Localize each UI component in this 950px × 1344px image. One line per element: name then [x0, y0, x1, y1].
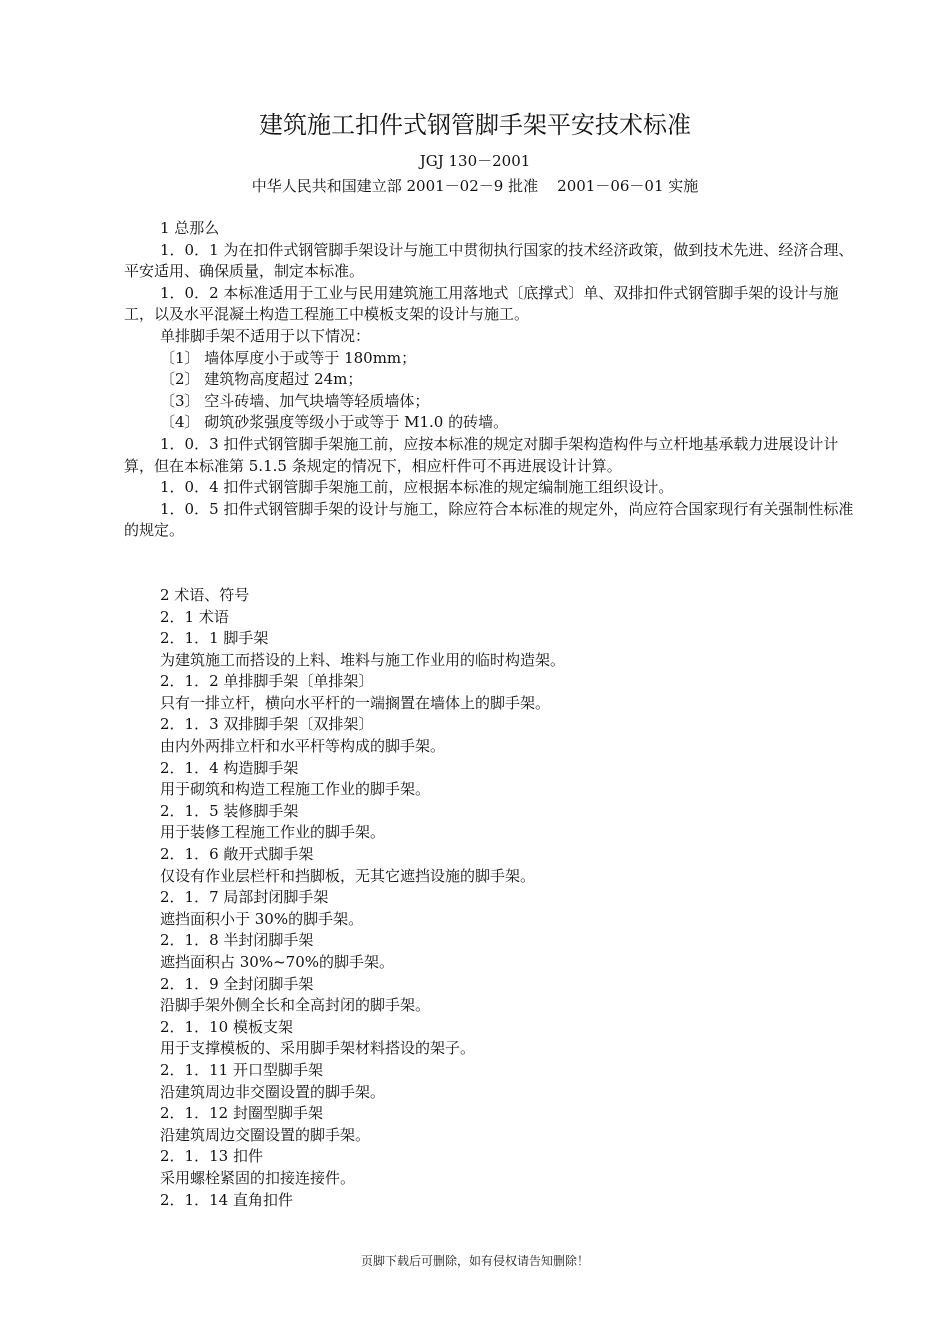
term-definition: 用于装修工程施工作业的脚手架。	[160, 823, 386, 842]
term-definition: 沿脚手架外侧全长和全高封闭的脚手架。	[160, 996, 431, 1015]
term-definition: 只有一排立杆，横向水平杆的一端搁置在墙体上的脚手架。	[160, 693, 551, 712]
list-item: 〔2〕 建筑物高度超过 24m；	[160, 370, 363, 389]
page-footer: 页脚下载后可删除，如有侵权请告知删除！	[360, 1254, 589, 1268]
section-2-1-heading: 2．1 术语	[160, 607, 229, 626]
term-definition: 仅设有作业层栏杆和挡脚板，无其它遮挡设施的脚手架。	[160, 866, 536, 885]
term-heading: 2．1．7 局部封闭脚手架	[160, 888, 329, 907]
term-heading: 2．1．1 脚手架	[160, 629, 269, 648]
clause-1-0-5: 1．0．5 扣件式钢管脚手架的设计与施工，除应符合本标准的规定外，尚应符合国家现行有关强制性标准的规定。	[124, 499, 854, 540]
section-gap	[124, 542, 856, 585]
clause-1-0-1: 1．0．1 为在扣件式钢管脚手架设计与施工中贯彻执行国家的技术经济政策，做到技术先进、经济合理、平安适用、确保质量，制定本标准。	[124, 240, 854, 281]
not-applicable-intro: 单排脚手架不适用于以下情况：	[160, 326, 371, 345]
clause-1-0-2: 1．0．2 本标准适用于工业与民用建筑施工用落地式〔底撑式〕单、双排扣件式钢管脚手架的设计与施工，以及水平混凝土构造工程施工中模板支架的设计与施工。	[124, 283, 839, 324]
term-definition: 采用螺栓紧固的扣接连接件。	[160, 1168, 356, 1187]
term-heading: 2．1．6 敞开式脚手架	[160, 845, 314, 864]
term-definition: 用于砌筑和构造工程施工作业的脚手架。	[160, 780, 431, 799]
term-heading: 2．1．4 构造脚手架	[160, 758, 299, 777]
term-definition: 遮挡面积占 30%~70%的脚手架。	[160, 953, 395, 971]
term-heading: 2．1．14 直角扣件	[160, 1190, 293, 1209]
term-heading: 2．1．5 装修脚手架	[160, 801, 299, 820]
document-title: 建筑施工扣件式钢管脚手架平安技术标准	[259, 111, 691, 139]
term-definition: 遮挡面积小于 30%的脚手架。	[160, 909, 364, 928]
list-item: 〔3〕 空斗砖墙、加气块墙等轻质墙体；	[160, 391, 430, 410]
term-heading: 2．1．13 扣件	[160, 1147, 263, 1166]
approval-line: 中华人民共和国建立部 2001－02－9 批准 2001－06－01 实施	[251, 177, 699, 195]
term-heading: 2．1．9 全封闭脚手架	[160, 974, 314, 993]
term-heading: 2．1．11 开口型脚手架	[160, 1060, 323, 1079]
term-heading: 2．1．12 封圈型脚手架	[160, 1104, 323, 1123]
term-heading: 2．1．3 双排脚手架〔双排架〕	[160, 715, 374, 734]
clause-1-0-4: 1．0．4 扣件式钢管脚手架施工前，应根据本标准的规定编制施工组织设计。	[160, 478, 674, 497]
section-1-heading: 1 总那么	[160, 219, 220, 237]
standard-code: JGJ 130－2001	[419, 152, 531, 170]
term-definition: 为建筑施工而搭设的上料、堆料与施工作业用的临时构造架。	[160, 650, 566, 669]
term-definition: 沿建筑周边非交圈设置的脚手架。	[160, 1082, 386, 1101]
term-heading: 2．1．2 单排脚手架〔单排架〕	[160, 672, 374, 691]
document-body	[124, 218, 856, 1211]
list-item: 〔1〕 墙体厚度小于或等于 180mm；	[160, 348, 417, 367]
term-definition: 沿建筑周边交圈设置的脚手架。	[160, 1125, 371, 1144]
clause-1-0-3: 1．0．3 扣件式钢管脚手架施工前，应按本标准的规定对脚手架构造构件与立杆地基承载力进展设计计算，但在本标准第 5.1.5 条规定的情况下，相应杆件可不再进展设计计算。	[124, 434, 839, 475]
term-heading: 2．1．8 半封闭脚手架	[160, 931, 314, 950]
term-definition: 用于支撑模板的、采用脚手架材料搭设的架子。	[160, 1039, 476, 1058]
term-heading: 2．1．10 模板支架	[160, 1017, 293, 1036]
section-2-heading: 2 术语、符号	[160, 585, 250, 604]
term-definition: 由内外两排立杆和水平杆等构成的脚手架。	[160, 737, 446, 756]
list-item: 〔4〕 砌筑砂浆强度等级小于或等于 M1.0 的砖墙。	[160, 413, 509, 432]
